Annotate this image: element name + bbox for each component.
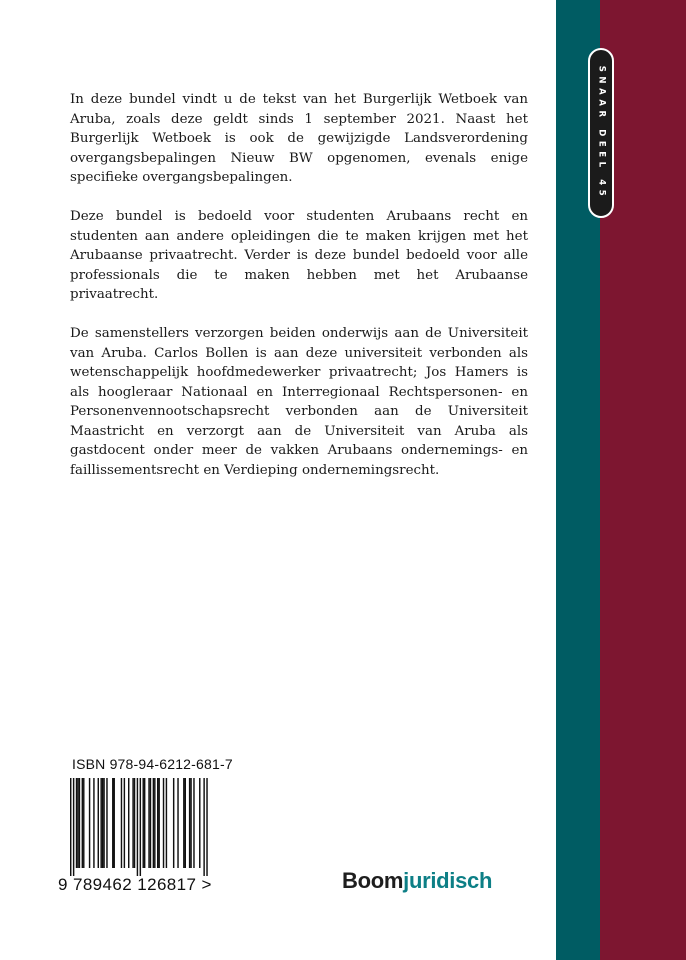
series-label: SNAAR DEEL 45 (596, 65, 607, 201)
barcode-bar (82, 778, 83, 868)
publisher-logo (342, 868, 492, 894)
isbn-label: ISBN 978-94-6212-681-7 (72, 756, 233, 772)
barcode-bar (98, 778, 99, 868)
barcode-bar (203, 778, 204, 876)
barcode-bar (134, 778, 135, 868)
barcode-bar (166, 778, 167, 868)
barcode-bar (121, 778, 122, 868)
barcode-bar (199, 778, 200, 868)
barcode-bar (140, 778, 141, 876)
blurb-paragraph: De samenstellers verzorgen beiden onderwijs aan de Universiteit van Aruba. Carlos Bollen is aan deze universiteit verbonden als wetenschappelijk hoofdmedewerker privaatrecht; Jos Hamers is als hoogleraar Nationaal en Interregionaal Rechtspersonen- en Personenvennootschapsrecht verbonden aan de Universiteit Maastricht en verzorgt aan de Universiteit van Aruba als gastdocent onder meer de vakken Arubaans ondernemings- en faillissementsrecht en Verdieping ondernemingsrecht. (70, 326, 528, 478)
barcode-bar (124, 778, 125, 868)
barcode-bar (144, 778, 145, 868)
barcode-bar (173, 778, 174, 868)
barcode-bar (189, 778, 190, 868)
barcode-bar (89, 778, 90, 868)
blurb-paragraph: In deze bundel vindt u de tekst van het Burgerlijk Wetboek van Aruba, zoals deze geldt sinds 1 september 2021. Naast het Burgerlijk Wetboek is ook de gewijzigde Landsverordening overgangsbepalingen Nieuw BW opgenomen, evenals enige specifieke overgangsbepalingen. (70, 92, 528, 185)
publisher-logo-part1: Boom (342, 868, 404, 893)
series-label-pill (588, 48, 614, 218)
barcode-bar (185, 778, 186, 868)
barcode-bar (206, 778, 207, 876)
barcode-bar (114, 778, 115, 868)
barcode-image (66, 778, 214, 876)
barcode-bar (190, 778, 191, 868)
barcode-bar (148, 778, 149, 868)
barcode-bar (93, 778, 94, 868)
barcode-bar (183, 778, 184, 868)
barcode-bar (193, 778, 194, 868)
barcode-digits: 9 789462 126817 > (58, 875, 212, 894)
publisher-logo-part2: juridisch (403, 868, 493, 893)
barcode-bar (137, 778, 138, 876)
barcode-bar (157, 778, 158, 868)
barcode-bar (163, 778, 164, 868)
blurb-paragraph: Deze bundel is bedoeld voor studenten Arubaans recht en studenten aan andere opleidingen die te maken krijgen met het Arubaanse privaatrecht. Verder is deze bundel bedoeld voor alle professionals die te maken hebben met het Arubaanse privaatrecht. (70, 209, 528, 302)
barcode-bar (150, 778, 151, 868)
barcode-bar (154, 778, 155, 868)
barcode-bar (106, 778, 107, 868)
barcode-bar (132, 778, 133, 868)
barcode-bar (102, 778, 103, 868)
barcode-bar (77, 778, 78, 868)
barcode-bar (177, 778, 178, 868)
barcode-bar (103, 778, 104, 868)
barcode-bar (100, 778, 101, 868)
barcode-bar (76, 778, 77, 868)
barcode-bar (112, 778, 113, 868)
barcode-bar (70, 778, 71, 876)
barcode-bar (158, 778, 159, 868)
barcode-bar (128, 778, 129, 868)
barcode-bar (79, 778, 80, 868)
barcode-bar (153, 778, 154, 868)
barcode-bar (83, 778, 84, 868)
barcode-bar (73, 778, 74, 876)
blurb-text (70, 90, 528, 500)
barcode-bar (143, 778, 144, 868)
